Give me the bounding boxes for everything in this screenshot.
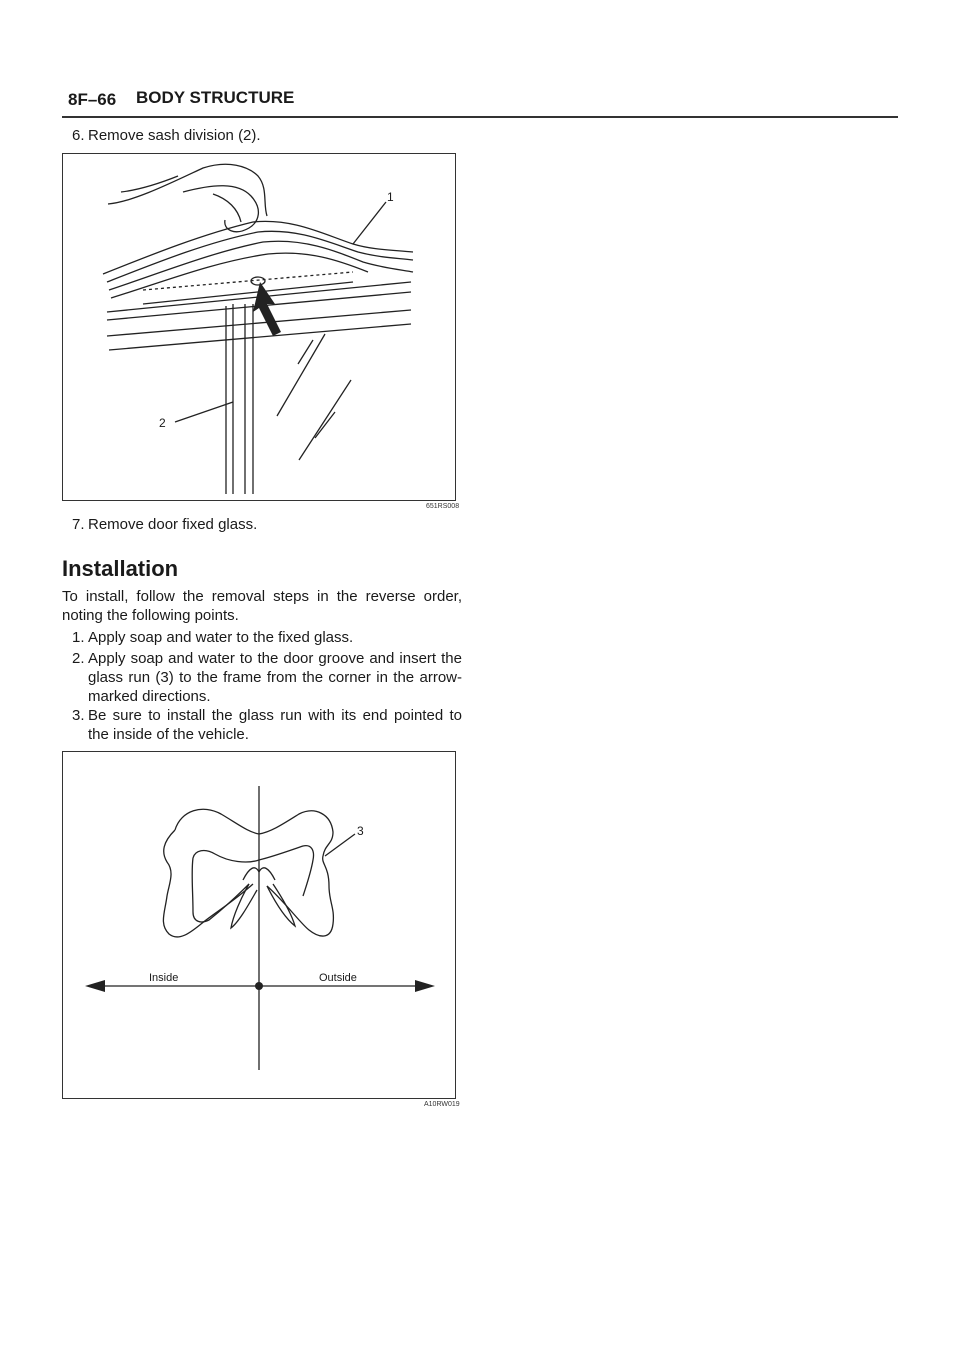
sash-division-illustration — [63, 154, 457, 502]
step-text: Apply soap and water to the fixed glass. — [88, 629, 354, 646]
step-number: 3. — [72, 707, 85, 724]
step-number: 2. — [72, 650, 85, 667]
glass-run-cross-section — [63, 752, 457, 1100]
installation-heading: Installation — [62, 556, 179, 581]
callout-3: 3 — [357, 824, 364, 838]
label-inside: Inside — [149, 972, 179, 984]
figure-code: A10RW019 — [424, 1101, 460, 1108]
installation-intro: To install, follow the removal steps in the reverse order, noting the following points. — [62, 588, 462, 624]
step-text: Apply soap and water to the door groove and insert the glass run (3) to the frame from the corner in the arrow-marked directions. — [88, 650, 462, 705]
section-number: 8F–66 — [68, 90, 117, 109]
header-divider — [62, 116, 898, 118]
step-text: Remove sash division (2). — [88, 127, 261, 144]
callout-2: 2 — [159, 416, 166, 430]
installation-step-2 — [62, 649, 462, 706]
installation-step-1 — [62, 628, 462, 647]
installation-step-3 — [62, 706, 462, 744]
callout-1: 1 — [387, 190, 394, 204]
section-title: BODY STRUCTURE — [136, 88, 295, 107]
step-text: Be sure to install the glass run with its end pointed to the inside of the vehicle. — [88, 707, 462, 743]
figure-sash-division — [62, 153, 456, 501]
figure-code: 651RS008 — [426, 503, 460, 510]
removal-step-6 — [62, 126, 462, 145]
figure-glass-run — [62, 751, 456, 1099]
removal-step-7 — [62, 515, 462, 534]
label-outside: Outside — [319, 972, 357, 984]
step-number: 6. — [72, 127, 85, 144]
step-text: Remove door fixed glass. — [88, 516, 258, 533]
step-number: 1. — [72, 629, 85, 646]
step-number: 7. — [72, 516, 85, 533]
